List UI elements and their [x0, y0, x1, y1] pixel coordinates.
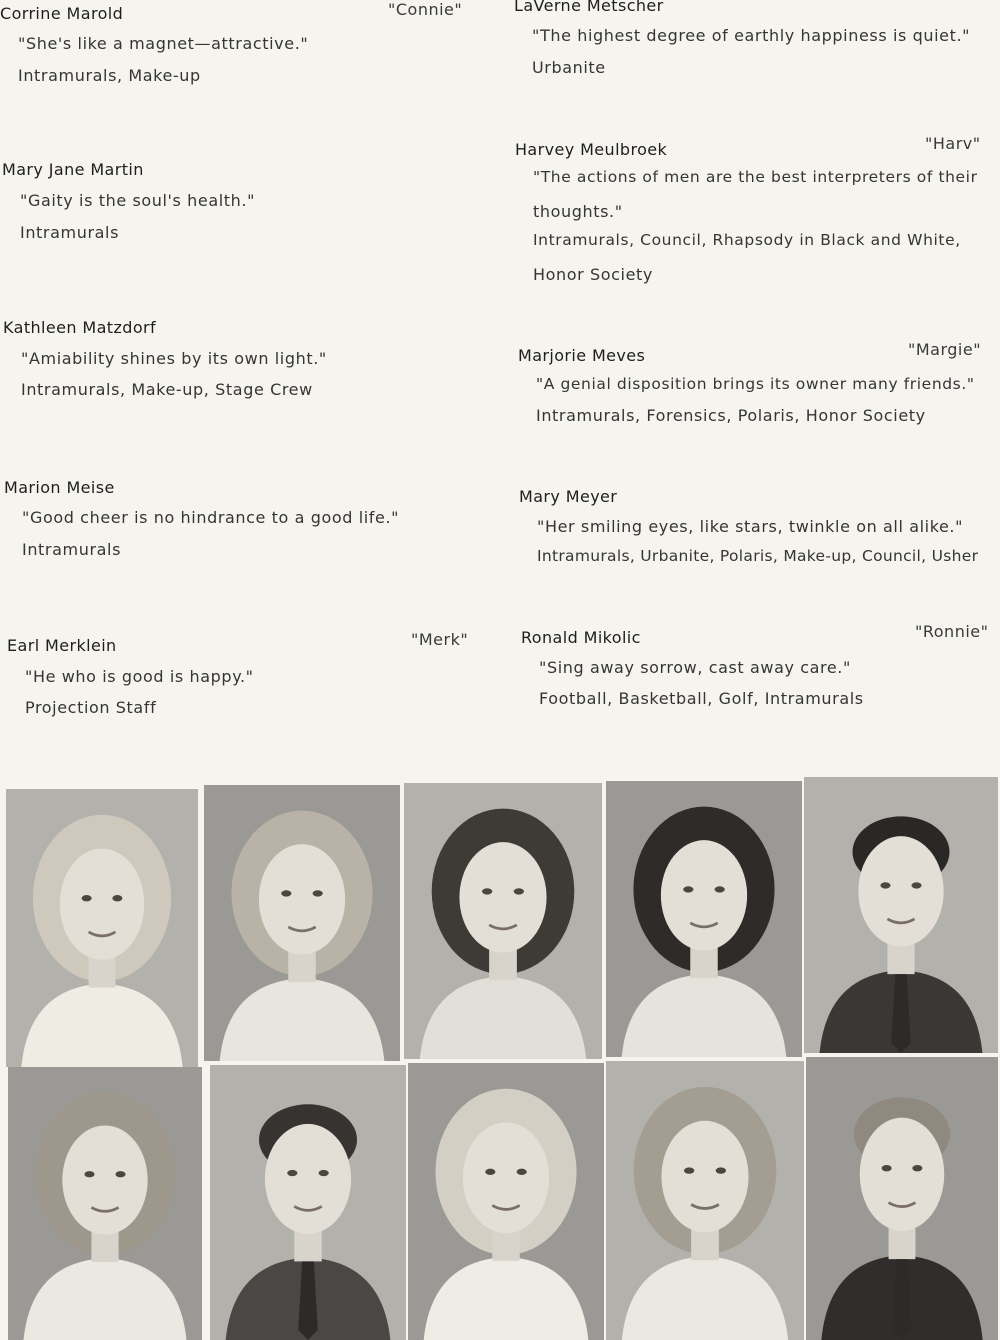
- portrait-silhouette: [210, 1065, 406, 1340]
- face: [459, 842, 546, 952]
- eye: [115, 1171, 125, 1177]
- eye: [911, 882, 921, 888]
- portrait-photo: [8, 1067, 202, 1340]
- portrait-photo: [806, 1057, 998, 1340]
- portrait-silhouette: [804, 777, 998, 1053]
- student-activities: Football, Basketball, Golf, Intramurals: [539, 689, 864, 708]
- face: [62, 1126, 147, 1235]
- portrait-grid: [6, 777, 998, 1340]
- student-nickname: "Harv": [925, 134, 981, 153]
- face: [661, 1121, 748, 1233]
- portrait-photo: [6, 789, 198, 1067]
- eye: [287, 1170, 297, 1176]
- student-name: Corrine Marold: [0, 4, 124, 23]
- portrait-photo: [804, 777, 998, 1053]
- portrait-photo: [606, 1061, 804, 1340]
- eye: [112, 895, 122, 901]
- face: [60, 849, 144, 960]
- student-activities: Intramurals, Council, Rhapsody in Black and White,: [533, 231, 961, 249]
- portrait-photo: [210, 1065, 406, 1340]
- student-quote: "Amiability shines by its own light.": [21, 349, 327, 368]
- student-nickname: "Merk": [411, 630, 469, 649]
- eye: [482, 888, 492, 894]
- portrait-silhouette: [806, 1057, 998, 1340]
- eye: [84, 1171, 94, 1177]
- student-activities: Intramurals, Urbanite, Polaris, Make-up, Council, Usher: [537, 547, 979, 565]
- student-name: Harvey Meulbroek: [515, 140, 668, 159]
- student-name: Marjorie Meves: [518, 346, 646, 365]
- portrait-silhouette: [606, 781, 802, 1057]
- eye: [715, 886, 725, 892]
- student-quote: "She's like a magnet—attractive.": [18, 34, 309, 53]
- portrait-photo: [408, 1063, 604, 1340]
- student-name: Ronald Mikolic: [521, 628, 641, 647]
- eye: [313, 890, 323, 896]
- student-quote: "The highest degree of earthly happiness is quiet.": [532, 26, 971, 45]
- face: [265, 1124, 351, 1234]
- portrait-silhouette: [204, 785, 400, 1061]
- face: [259, 844, 345, 954]
- student-activities: Intramurals, Make-up: [18, 66, 201, 85]
- portrait-silhouette: [404, 783, 602, 1059]
- student-name: Kathleen Matzdorf: [3, 318, 157, 337]
- student-activities-continued: Honor Society: [533, 265, 653, 284]
- student-activities: Intramurals, Forensics, Polaris, Honor Society: [536, 406, 926, 425]
- student-activities: Intramurals, Make-up, Stage Crew: [21, 380, 313, 399]
- student-quote: "Gaity is the soul's health.": [20, 191, 256, 210]
- student-name: LaVerne Metscher: [514, 0, 664, 15]
- student-nickname: "Ronnie": [915, 622, 989, 641]
- eye: [684, 1167, 694, 1173]
- portrait-photo: [606, 781, 802, 1057]
- student-quote: "Sing away sorrow, cast away care.": [539, 658, 851, 677]
- student-nickname: "Connie": [388, 0, 463, 19]
- face: [661, 840, 747, 950]
- eye: [882, 1165, 892, 1171]
- student-quote: "A genial disposition brings its owner many friends.": [536, 375, 975, 393]
- student-activities: Urbanite: [532, 58, 606, 77]
- student-quote: "The actions of men are the best interpreters of their: [533, 168, 978, 186]
- eye: [517, 1169, 527, 1175]
- portrait-silhouette: [6, 789, 198, 1067]
- student-activities: Projection Staff: [25, 698, 157, 717]
- student-name: Earl Merklein: [7, 636, 117, 655]
- eye: [683, 886, 693, 892]
- student-quote: "Her smiling eyes, like stars, twinkle on all alike.": [537, 517, 964, 536]
- eye: [880, 882, 890, 888]
- portrait-silhouette: [8, 1067, 202, 1340]
- eye: [281, 890, 291, 896]
- student-quote: "He who is good is happy.": [25, 667, 254, 686]
- portrait-silhouette: [408, 1063, 604, 1340]
- portrait-silhouette: [606, 1061, 804, 1340]
- student-name: Mary Meyer: [519, 487, 618, 506]
- student-activities: Intramurals: [22, 540, 122, 559]
- face: [463, 1122, 549, 1233]
- face: [858, 836, 943, 946]
- student-quote-continued: thoughts.": [533, 202, 623, 221]
- portrait-photo: [204, 785, 400, 1061]
- eye: [912, 1165, 922, 1171]
- eye: [485, 1169, 495, 1175]
- student-nickname: "Margie": [908, 340, 982, 359]
- eye: [82, 895, 92, 901]
- student-activities: Intramurals: [20, 223, 120, 242]
- student-name: Marion Meise: [4, 478, 115, 497]
- eye: [319, 1170, 329, 1176]
- student-quote: "Good cheer is no hindrance to a good life.": [22, 508, 400, 527]
- face: [860, 1118, 944, 1231]
- eye: [716, 1167, 726, 1173]
- portrait-photo: [404, 783, 602, 1059]
- eye: [514, 888, 524, 894]
- student-name: Mary Jane Martin: [2, 160, 144, 179]
